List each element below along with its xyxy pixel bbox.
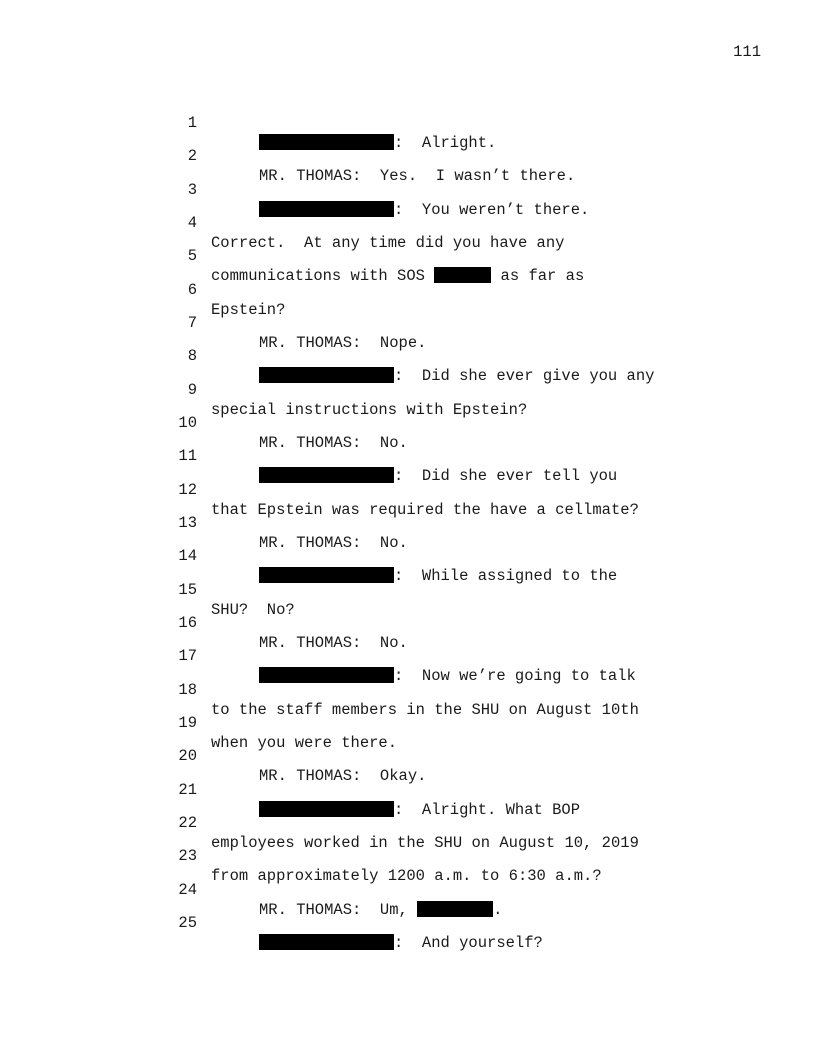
line-text-post: .: [493, 901, 503, 919]
line-text: MR. THOMAS: Okay.: [259, 767, 427, 785]
line-text: to the staff members in the SHU on August 10th: [211, 701, 639, 719]
redaction-block: [434, 267, 491, 283]
line-text: [211, 266, 584, 286]
line-text-post: : And yourself?: [394, 934, 543, 952]
transcript-line: [0, 93, 497, 152]
line-number: 17: [178, 647, 197, 665]
line-text: MR. THOMAS: No.: [259, 534, 408, 552]
redaction-block: [259, 134, 394, 150]
line-text: Epstein?: [211, 301, 286, 319]
line-number: 11: [178, 447, 197, 465]
line-text: MR. THOMAS: No.: [259, 634, 408, 652]
line-text: MR. THOMAS: Nope.: [259, 334, 427, 352]
line-number: 21: [178, 781, 197, 799]
line-number: 5: [187, 247, 197, 265]
redaction-block: [259, 367, 394, 383]
line-number: 10: [178, 414, 197, 432]
redaction-block: [259, 467, 394, 483]
line-number: 18: [178, 681, 197, 699]
line-text: [259, 933, 543, 953]
line-number: 7: [187, 314, 197, 332]
transcript-line: [0, 493, 408, 552]
line-text-post: as far as: [491, 267, 585, 285]
line-number: 9: [187, 381, 197, 399]
line-number: 12: [178, 481, 197, 499]
line-number: 13: [178, 514, 197, 532]
line-number: 8: [187, 347, 197, 365]
line-text: [259, 566, 617, 586]
line-text: [259, 666, 636, 686]
line-text-post: : Did she ever tell you: [394, 467, 618, 485]
line-number: 24: [178, 881, 197, 899]
line-number: 19: [178, 714, 197, 732]
line-text: special instructions with Epstein?: [211, 401, 528, 419]
page-number: 111: [733, 43, 761, 61]
redaction-block: [259, 801, 394, 817]
line-text: from approximately 1200 a.m. to 6:30 a.m.?: [211, 867, 602, 885]
redaction-block: [259, 934, 394, 950]
transcript-line: [0, 693, 398, 752]
line-text-post: : You weren’t there.: [394, 201, 590, 219]
line-text-pre: MR. THOMAS: Um,: [259, 901, 418, 919]
line-text-post: : Alright. What BOP: [394, 801, 581, 819]
redaction-block: [417, 901, 493, 917]
transcript-line: [0, 560, 295, 619]
line-number: 16: [178, 614, 197, 632]
line-number: 3: [187, 181, 197, 199]
line-number: 22: [178, 814, 197, 832]
line-text-post: : Did she ever give you any: [394, 367, 655, 385]
line-text-post: : Now we’re going to talk: [394, 667, 636, 685]
line-text: MR. THOMAS: No.: [259, 434, 408, 452]
redaction-block: [259, 567, 394, 583]
line-text: [259, 466, 617, 486]
line-number: 2: [187, 147, 197, 165]
line-text: that Epstein was required the have a cellmate?: [211, 501, 639, 519]
line-text: [259, 800, 580, 820]
redaction-block: [259, 667, 394, 683]
line-number: 23: [178, 847, 197, 865]
line-text: [259, 366, 654, 386]
line-text: MR. THOMAS: Yes. I wasn’t there.: [259, 167, 576, 185]
line-text-pre: communications with SOS: [211, 267, 435, 285]
transcript-line: [0, 260, 286, 319]
line-text: [259, 900, 502, 920]
line-number: 25: [178, 914, 197, 932]
line-text: SHU? No?: [211, 601, 295, 619]
line-text: employees worked in the SHU on August 10, 2019: [211, 834, 639, 852]
line-number: 4: [187, 214, 197, 232]
line-text-post: : Alright.: [394, 134, 497, 152]
line-number: 20: [178, 747, 197, 765]
line-text: Correct. At any time did you have any: [211, 234, 565, 252]
redaction-block: [259, 201, 394, 217]
line-number: 14: [178, 547, 197, 565]
line-number: 6: [187, 281, 197, 299]
line-text: when you were there.: [211, 734, 398, 752]
line-text-post: : While assigned to the: [394, 567, 618, 585]
line-number: 1: [187, 114, 197, 132]
line-number: 15: [178, 581, 197, 599]
line-text: [259, 133, 496, 153]
line-text: [259, 200, 589, 220]
